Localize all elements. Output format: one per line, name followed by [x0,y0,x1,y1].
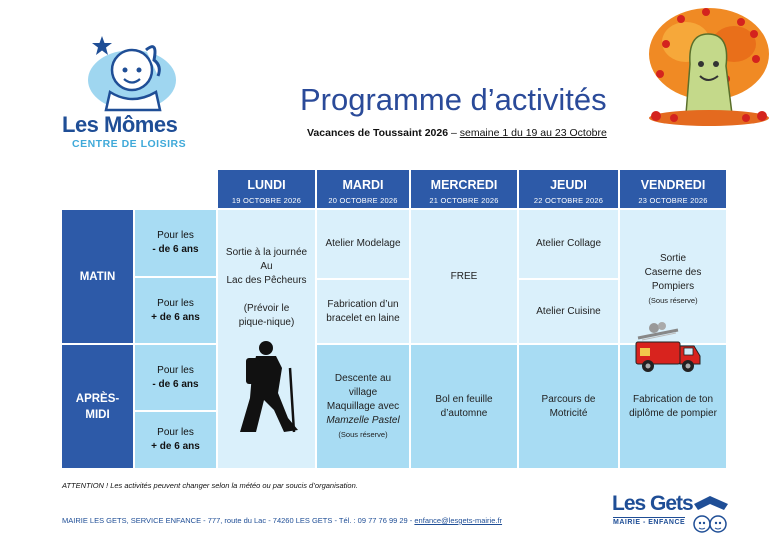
age-cell-apres-plus [135,412,216,468]
day-header-jeudi [519,170,618,208]
fire-truck-icon [632,320,704,380]
activity-text: d’automne [440,407,488,419]
activity-jeudi-apres-midi [519,345,618,468]
activity-text: Atelier Cuisine [536,305,601,317]
day-header-lundi [218,170,315,208]
page-subtitle [307,127,607,139]
activity-text: Motricité [549,407,588,419]
row-header-apres-line2: MIDI [85,408,110,421]
day-date: 20 OCTOBRE 2026 [328,196,398,205]
attention-note: ATTENTION ! Les activités peuvent changer selon la météo ou par soucis d’organisation. [62,481,358,490]
age-value: + de 6 ans [151,441,200,452]
activity-text: bracelet en laine [326,312,400,324]
day-name: MARDI [342,178,384,192]
subtitle-period: Vacances de Toussaint 2026 [307,127,449,139]
row-header-matin-label: MATIN [79,270,116,283]
page-title: Programme d’activités [300,82,607,117]
autumn-tree-illustration [646,4,772,130]
row-header-apres-midi [62,345,133,468]
logo-title: Les Mômes [62,112,178,137]
subtitle-separator: – [448,127,460,139]
age-label: Pour les [157,297,194,309]
activity-mardi-matin-plus [317,280,409,343]
activity-jeudi-matin-moins [519,210,618,278]
age-cell-matin-moins [135,210,216,276]
activity-text: Atelier Modelage [325,238,401,249]
age-label: Pour les [157,230,194,241]
activity-text: Maquillage avec [326,400,400,412]
logo-illustration [80,32,190,112]
activity-mardi-apres-midi [317,345,409,468]
activity-text: Parcours de [541,393,596,405]
day-header-mardi [317,170,409,208]
activity-text: diplôme de pompier [629,407,717,419]
activity-note: (Sous réserve) [338,429,388,439]
activity-text: (Prévoir le [243,303,290,314]
activity-text: FREE [450,270,478,282]
activity-text: Mamzelle Pastel [326,414,400,426]
activity-mardi-matin-moins [317,210,409,278]
activity-text: pique-nique) [238,317,295,328]
day-header-mercredi [411,170,517,208]
kids-mascot-icon [688,494,734,540]
activity-jeudi-matin-plus [519,280,618,343]
les-gets-logo-subtitle: MAIRIE - ENFANCE [613,519,686,526]
activity-text: Sortie à la journée [225,247,308,258]
footer-contact [62,516,502,525]
footer-email-link[interactable]: enfance@lesgets-mairie.fr [414,516,503,525]
activity-text: Fabrication d’un [327,298,399,310]
hiker-icon [232,338,302,438]
row-header-matin [62,210,133,343]
activity-text: Lac des Pêcheurs [226,275,307,286]
day-date: 22 OCTOBRE 2026 [533,196,604,205]
activity-text: Au [260,261,273,272]
activity-text: Descente au [334,372,392,384]
les-gets-logo-title: Les Gets [612,492,693,515]
activity-text: Fabrication de ton [632,393,714,405]
footer-address: MAIRIE LES GETS, SERVICE ENFANCE - 777, route du Lac - 74260 LES GETS - Tél. : 09 77 76 99 29 - [62,516,415,525]
day-name: JEUDI [550,178,587,192]
day-date: 19 OCTOBRE 2026 [231,196,302,205]
logo-subtitle: CENTRE DE LOISIRS [72,138,187,150]
activity-text: Atelier Collage [535,238,602,249]
activity-text: Caserne des [644,267,702,278]
activity-text: Pompiers [651,281,695,292]
day-date: 23 OCTOBRE 2026 [638,196,708,205]
subtitle-week: semaine 1 du 19 au 23 Octobre [459,127,607,139]
age-label: Pour les [157,427,194,438]
day-date: 21 OCTOBRE 2026 [429,196,499,205]
age-value: - de 6 ans [152,378,199,390]
day-name: LUNDI [247,178,286,192]
age-label: Pour les [157,364,194,376]
star-icon [92,36,112,55]
age-value: - de 6 ans [152,244,199,255]
age-cell-matin-plus [135,278,216,343]
age-value: + de 6 ans [151,311,200,323]
activity-text: village [348,386,378,398]
activity-mercredi-matin [411,210,517,343]
age-cell-apres-moins [135,345,216,410]
row-header-apres-line1: APRÈS- [75,392,120,405]
activity-mercredi-apres-midi [411,345,517,468]
activity-lundi [218,210,315,468]
activity-note: (Sous réserve) [648,296,698,305]
day-name: VENDREDI [640,178,706,192]
day-header-vendredi [620,170,726,208]
day-name: MERCREDI [430,178,498,192]
activity-text: Sortie [659,253,687,264]
activity-text: Bol en feuille [435,393,493,405]
